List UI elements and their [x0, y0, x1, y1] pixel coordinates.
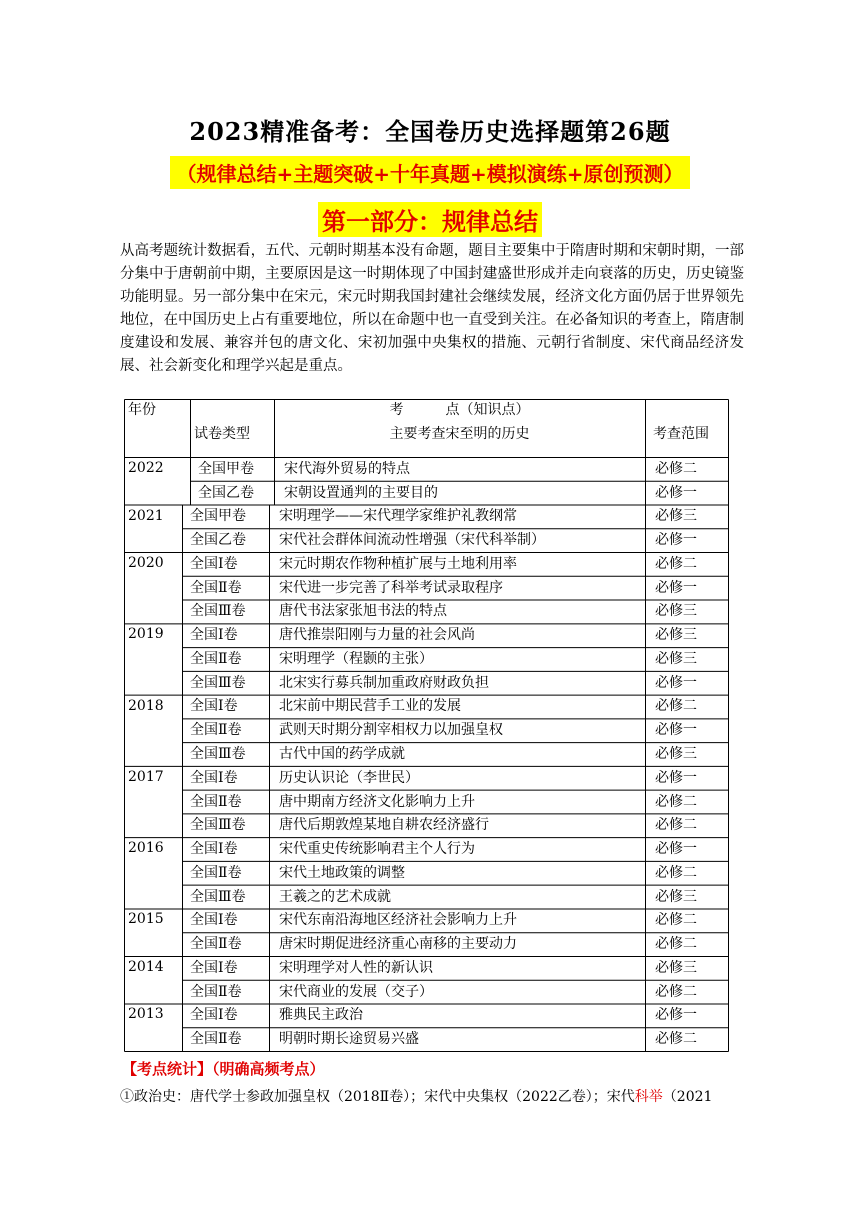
table-row-scope: 必修三	[655, 650, 697, 667]
table-row-paper: 全国Ⅲ卷	[190, 746, 246, 762]
table-row-point: 宋代东南沿海地区经济社会影响力上升	[279, 912, 517, 929]
table-row-scope: 必修一	[655, 532, 697, 549]
table-row-paper: 全国Ⅲ卷	[190, 674, 246, 691]
table-row-scope: 必修二	[655, 1031, 697, 1048]
table-row-scope: 必修二	[655, 912, 697, 929]
table-row-year: 2022	[128, 460, 164, 476]
table-row-scope: 必修三	[655, 603, 697, 620]
table-row-paper: 全国Ⅰ卷	[190, 627, 238, 644]
table-row-point: 唐中期南方经济文化影响力上升	[279, 793, 475, 810]
table-row-point: 唐宋时期促进经济重心南移的主要动力	[279, 936, 517, 953]
table-row-point: 历史认识论（李世民）	[279, 769, 419, 786]
table-row-year: 2015	[128, 911, 164, 928]
table-row-paper: 全国Ⅱ卷	[190, 793, 242, 810]
table-row-scope: 必修二	[655, 698, 697, 715]
table-row-year: 2014	[128, 958, 164, 975]
header-point-title: 考 点（知识点）	[389, 402, 530, 418]
table-row-point: 明朝时期长途贸易兴盛	[279, 1031, 419, 1048]
table-row-point: 武则天时期分割宰相权力以加强皇权	[279, 722, 503, 739]
table-row-point: 唐代推崇阳刚与力量的社会风尚	[279, 627, 475, 644]
table-row-scope: 必修三	[655, 888, 697, 905]
table-row-year: 2018	[128, 697, 164, 714]
header-point-subtitle: 主要考查宋至明的历史	[389, 426, 530, 442]
table-row-scope: 必修一	[655, 579, 697, 596]
table-row-scope: 必修一	[655, 674, 697, 691]
table-row-scope: 必修一	[655, 769, 697, 786]
exam-points-table	[124, 399, 728, 1051]
table-row-scope: 必修一	[655, 484, 697, 501]
table-row-paper: 全国Ⅱ卷	[190, 722, 242, 739]
table-row-point: 宋元时期农作物种植扩展与土地利用率	[279, 555, 517, 572]
table-row-paper: 全国甲卷	[198, 460, 254, 477]
table-row-paper: 全国乙卷	[190, 532, 246, 549]
table-row-paper: 全国Ⅲ卷	[190, 817, 246, 834]
table-row-paper: 全国Ⅰ卷	[190, 698, 238, 715]
table-row-paper: 全国Ⅰ卷	[190, 959, 238, 976]
document-title: 2023精准备考：全国卷历史选择题第26题	[189, 117, 671, 146]
table-row-year: 2021	[128, 507, 164, 524]
table-row-point: 宋代进一步完善了科举考试录取程序	[279, 579, 503, 596]
table-row-point: 宋明理学（程颢的主张）	[279, 650, 433, 667]
table-row-scope: 必修三	[655, 627, 697, 644]
intro-paragraph: 从高考题统计数据看，五代、元朝时期基本没有命题，题目主要集中于隋唐时期和宋朝时期，一部分集中于唐朝前中期，主要原因是这一时期体现了中国封建盛世形成并走向衰落的历史，历史镜鉴功能明显。另一部分集中在宋元，宋元时期我国封建社会继续发展，经济文化方面仍居于世界领先地位，在中国历史上占有重要地位，所以在命题中也一直受到关注。在必备知识的考查上，隋唐制度建设和发展、兼容并包的唐文化、宋初加强中央集权的措施、元朝行省制度、宋代商品经济发展、社会新变化和理学兴起是重点。	[120, 243, 744, 374]
table-row-point: 北宋前中期民营手工业的发展	[279, 698, 461, 715]
table-row-paper: 全国Ⅲ卷	[190, 888, 246, 905]
table-row-point: 唐代后期敦煌某地自耕农经济盛行	[279, 817, 489, 834]
stats-line: ①政治史：唐代学士参政加强皇权（2018Ⅱ卷）；宋代中央集权（2022乙卷）；宋代科举（2021	[120, 1089, 713, 1105]
table-row-scope: 必修一	[655, 1007, 697, 1024]
table-row-point: 宋代重史传统影响君主个人行为	[279, 841, 475, 858]
table-row-scope: 必修二	[655, 460, 697, 477]
table-row-paper: 全国Ⅱ卷	[190, 936, 242, 953]
table-row-year: 2019	[128, 626, 164, 643]
table-row-year: 2017	[128, 768, 164, 785]
table-row-paper: 全国Ⅲ卷	[190, 603, 246, 620]
table-row-year: 2016	[128, 840, 164, 857]
header-year: 年份	[128, 402, 156, 418]
table-row-paper: 全国乙卷	[198, 484, 254, 501]
table-row-point: 宋代土地政策的调整	[279, 864, 405, 881]
table-row-scope: 必修三	[655, 746, 697, 762]
table-row-scope: 必修三	[655, 508, 697, 525]
table-row-paper: 全国Ⅰ卷	[190, 912, 238, 929]
table-row-point: 雅典民主政治	[279, 1007, 363, 1024]
table-row-paper: 全国甲卷	[190, 508, 246, 525]
table-row-point: 古代中国的药学成就	[279, 746, 405, 762]
table-row-paper: 全国Ⅱ卷	[190, 579, 242, 596]
header-scope: 考查范围	[653, 426, 709, 442]
table-row-paper: 全国Ⅰ卷	[190, 1007, 238, 1024]
table-row-paper: 全国Ⅱ卷	[190, 864, 242, 881]
table-row-paper: 全国Ⅰ卷	[190, 769, 238, 786]
table-row-point: 北宋实行募兵制加重政府财政负担	[279, 674, 489, 691]
table-row-point: 宋代海外贸易的特点	[284, 460, 410, 477]
header-paper-type: 试卷类型	[194, 426, 250, 442]
table-row-scope: 必修二	[655, 793, 697, 810]
table-row-point: 宋代商业的发展（交子）	[279, 983, 433, 1000]
table-row-point: 宋明理学——宋代理学家维护礼教纲常	[279, 508, 517, 525]
table-row-point: 宋朝设置通判的主要目的	[284, 484, 438, 501]
document-subtitle: （规律总结+主题突破+十年真题+模拟演练+原创预测）	[170, 156, 689, 189]
table-row-paper: 全国Ⅰ卷	[190, 841, 238, 858]
table-row-point: 宋明理学对人性的新认识	[279, 959, 433, 976]
highlight-keyword: 科举	[634, 1089, 663, 1105]
table-row-year: 2020	[128, 555, 164, 572]
table-row-scope: 必修一	[655, 722, 697, 739]
table-row-scope: 必修一	[655, 841, 697, 858]
stats-heading: 【考点统计】（明确高频考点）	[122, 1060, 325, 1078]
table-row-scope: 必修二	[655, 936, 697, 953]
table-row-year: 2013	[128, 1006, 164, 1023]
table-row-scope: 必修二	[655, 817, 697, 834]
table-row-point: 宋代社会群体间流动性增强（宋代科举制）	[279, 532, 545, 549]
table-row-paper: 全国Ⅱ卷	[190, 650, 242, 667]
table-row-scope: 必修二	[655, 555, 697, 572]
table-row-scope: 必修二	[655, 864, 697, 881]
table-row-paper: 全国Ⅱ卷	[190, 983, 242, 1000]
table-row-scope: 必修三	[655, 959, 697, 976]
table-row-scope: 必修二	[655, 983, 697, 1000]
section-heading: 第一部分：规律总结	[318, 202, 542, 237]
table-row-point: 唐代书法家张旭书法的特点	[279, 603, 447, 620]
table-row-paper: 全国Ⅰ卷	[190, 555, 238, 572]
table-row-point: 王羲之的艺术成就	[279, 888, 391, 905]
table-row-paper: 全国Ⅱ卷	[190, 1031, 242, 1048]
